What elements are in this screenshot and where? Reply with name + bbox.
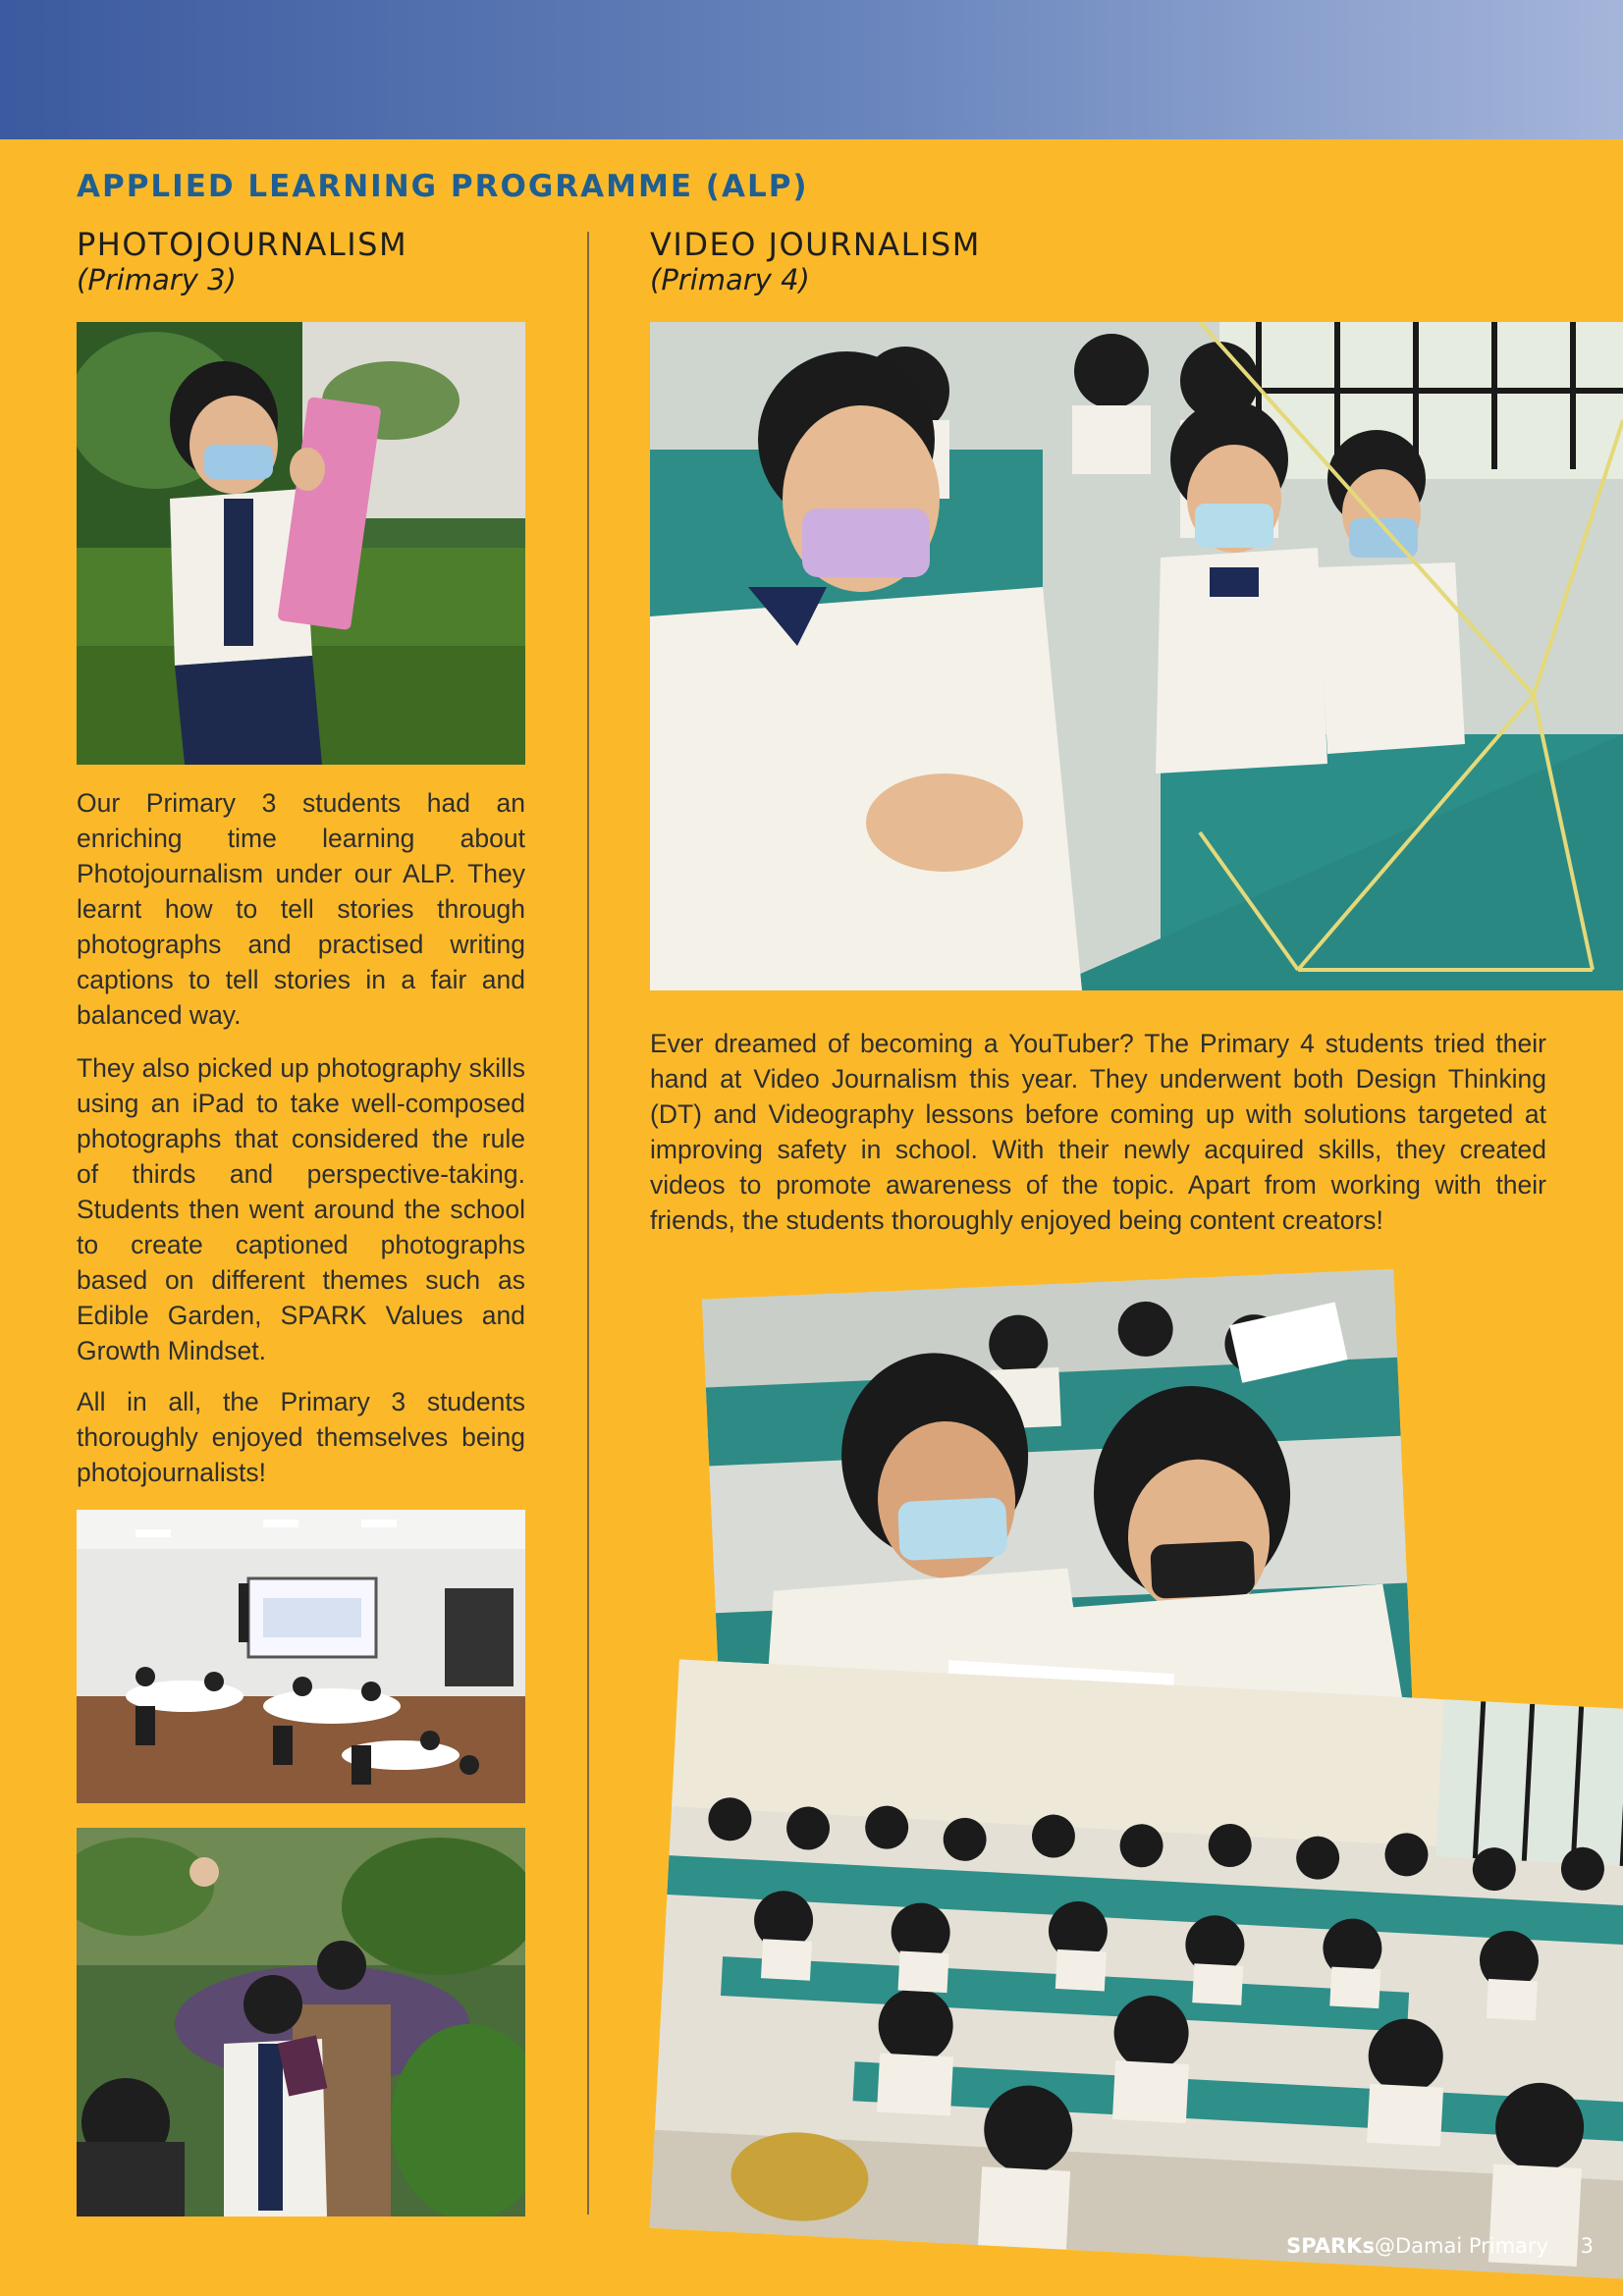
photo-classroom-wide: [650, 1659, 1623, 2278]
video-journalism-paragraph: Ever dreamed of becoming a YouTuber? The Primary 4 students tried their hand at Video Journalism this year. They underwent both Design Thinking (DT) and Videography lessons before coming up with solutions targeted at improving safety in school. With their newly acquired skills, they created videos to promote awareness of the topic. Apart from working with their friends, the students thoroughly enjoyed being content creators!: [650, 1029, 1546, 1235]
footer-brand-bold: SPARKs: [1286, 2234, 1375, 2258]
video-journalism-subtitle: (Primary 4): [650, 263, 810, 296]
photo-boy-with-tablet: [77, 322, 525, 765]
video-journalism-title: VIDEO JOURNALISM: [650, 226, 981, 263]
photojournalism-subtitle: (Primary 3): [77, 263, 237, 296]
photojournalism-title: PHOTOJOURNALISM: [77, 226, 408, 263]
header-band: [0, 0, 1623, 139]
photojournalism-paragraph-2: They also picked up photography skills using an iPad to take well-composed photographs that considered the rule of thirds and perspective-taking. Students then went around the school to create captioned photographs based on different themes such as Edible Garden, SPARK Values and Growth Mindset.: [77, 1053, 525, 1365]
page-number: 3: [1580, 2234, 1594, 2258]
photojournalism-paragraph-3: All in all, the Primary 3 students thoroughly enjoyed themselves being photojournalists!: [77, 1387, 525, 1487]
photojournalism-paragraph-1: Our Primary 3 students had an enriching time learning about Photojournalism under our ALP. They learnt how to tell stories through photographs and practised writing captions to tell stories in a fair and balanced way.: [77, 788, 525, 1030]
photo-classroom-projector: [77, 1510, 525, 1803]
photo-students-building-structure: [650, 322, 1623, 990]
column-divider: [587, 232, 589, 2215]
photo-edible-garden: [77, 1828, 525, 2216]
page-title: APPLIED LEARNING PROGRAMME (ALP): [77, 169, 809, 204]
footer-brand: [1286, 2234, 1548, 2258]
footer-brand-rest: @Damai Primary: [1374, 2234, 1548, 2258]
